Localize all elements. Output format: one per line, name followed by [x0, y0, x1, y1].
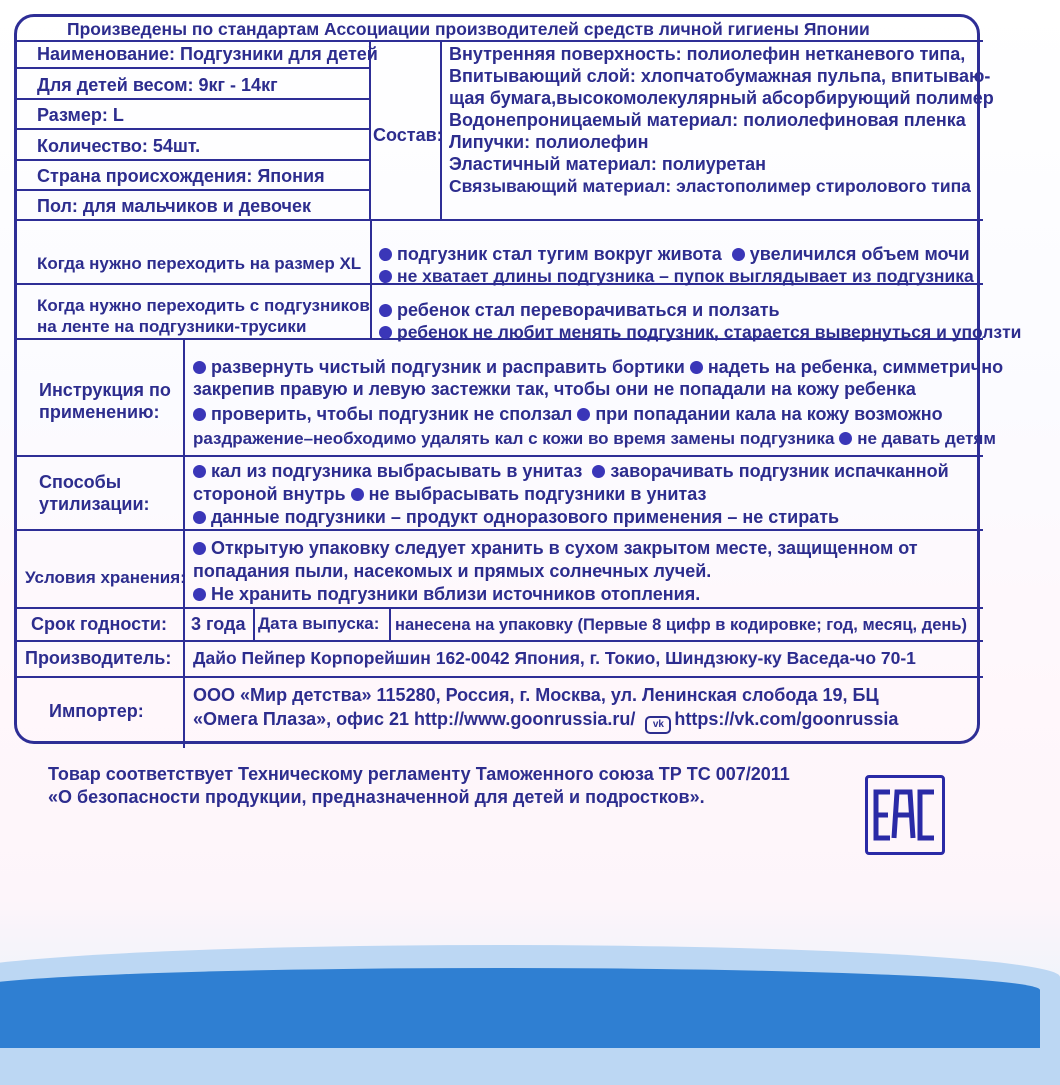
bullet-icon	[379, 270, 392, 283]
bullet-icon	[351, 488, 364, 501]
instructions-label: Инструкция по	[39, 380, 171, 400]
composition-line: Эластичный материал: полиуретан	[449, 154, 767, 174]
composition-line: Липучки: полиолефин	[449, 132, 649, 152]
vk-icon: vk	[645, 716, 671, 734]
disposal-line: стороной внутрь не выбрасывать подгузники в унитаз	[193, 484, 707, 504]
bullet-icon	[193, 588, 206, 601]
composition-line: Связывающий материал: эластополимер стиролового типа	[449, 176, 971, 196]
composition-label: Состав:	[373, 125, 443, 145]
release-date-label: Дата выпуска:	[258, 614, 380, 633]
header-title: Произведены по стандартам Ассоциации производителей средств личной гигиены Японии	[67, 19, 870, 39]
storage-line: Открытую упаковку следует хранить в сухом закрытом месте, защищенном от	[193, 537, 918, 559]
website-link[interactable]: «Омега Плаза», офис 21 http://www.goonrussia.ru/	[193, 709, 636, 729]
bullet-icon	[839, 432, 852, 445]
manufacturer-value: Дайо Пейпер Корпорейшин 162-0042 Япония, г. Токио, Шиндзюку-ку Васеда-чо 70-1	[193, 648, 916, 668]
bullet-icon	[379, 304, 392, 317]
bullet-icon	[732, 248, 745, 261]
disposal-label: Способы	[39, 472, 122, 492]
info-quantity: Количество: 54шт.	[37, 136, 201, 156]
composition-line: Водонепроницаемый материал: полиолефиновая пленка	[449, 110, 966, 130]
bullet-icon	[193, 465, 206, 478]
expiry-label: Срок годности:	[31, 614, 167, 634]
storage-label: Условия хранения:	[25, 568, 186, 587]
info-weight: Для детей весом: 9кг - 14кг	[37, 75, 278, 95]
composition-line: Впитывающий слой: хлопчатобумажная пульпа, впитываю-	[449, 66, 991, 86]
pants-bullet: ребенок не любит менять подгузник, старается вывернуться и уползти	[379, 321, 1021, 343]
instructions-line: раздражение–необходимо удалять кал с кожи во время замены подгузника не давать детям	[193, 429, 996, 448]
importer-label: Импортер:	[49, 701, 144, 721]
info-size: Размер: L	[37, 105, 124, 125]
instructions-line: развернуть чистый подгузник и расправить бортики надеть на ребенка, симметрично	[193, 356, 1003, 378]
bullet-icon	[592, 465, 605, 478]
info-name: Наименование: Подгузники для детей	[37, 44, 378, 64]
composition-line: щая бумага,высокомолекулярный абсорбирующий полимер	[449, 88, 994, 108]
bullet-icon	[193, 408, 206, 421]
instructions-label: применению:	[39, 402, 160, 422]
release-date-value: нанесена на упаковку (Первые 8 цифр в кодировке; год, месяц, день)	[395, 616, 967, 634]
disposal-line: кал из подгузника выбрасывать в унитаз заворачивать подгузник испачканной	[193, 460, 949, 482]
info-country: Страна происхождения: Япония	[37, 166, 325, 186]
bullet-icon	[193, 361, 206, 374]
manufacturer-label: Производитель:	[25, 648, 172, 668]
bullet-icon	[193, 511, 206, 524]
footer-line: Товар соответствует Техническому регламенту Таможенного союза ТР ТС 007/2011	[48, 764, 790, 784]
bullet-icon	[379, 326, 392, 339]
info-gender: Пол: для мальчиков и девочек	[37, 196, 311, 216]
disposal-label: утилизации:	[39, 494, 150, 514]
composition-line: Внутренняя поверхность: полиолефин нетканевого типа,	[449, 44, 966, 64]
info-table	[14, 14, 1022, 744]
storage-line: попадания пыли, насекомых и прямых солнечных лучей.	[193, 561, 712, 581]
disposal-line: данные подгузники – продукт одноразового применения – не стирать	[193, 506, 839, 528]
eac-mark	[865, 775, 945, 855]
size-xl-bullets: не хватает длины подгузника – пупок выглядывает из подгузника	[379, 265, 974, 287]
importer-line	[193, 708, 898, 734]
instructions-line: проверить, чтобы подгузник не сползал при попадании кала на кожу возможно	[193, 403, 943, 425]
size-xl-bullets: подгузник стал тугим вокруг живота увеличился объем мочи	[379, 243, 970, 265]
bullet-icon	[690, 361, 703, 374]
vk-link[interactable]: https://vk.com/goonrussia	[674, 709, 899, 729]
background-wave-blue	[0, 968, 1040, 1048]
pants-label: на ленте на подгузники-трусики	[37, 317, 307, 336]
pants-label: Когда нужно переходить с подгузников	[37, 296, 370, 315]
eac-logo-icon	[868, 778, 942, 852]
bullet-icon	[577, 408, 590, 421]
size-xl-label: Когда нужно переходить на размер XL	[37, 254, 362, 273]
expiry-value: 3 года	[191, 614, 246, 634]
importer-line: ООО «Мир детства» 115280, Россия, г. Москва, ул. Ленинская слобода 19, БЦ	[193, 685, 879, 705]
bullet-icon	[379, 248, 392, 261]
footer-line: «О безопасности продукции, предназначенной для детей и подростков».	[48, 787, 705, 807]
pants-bullet: ребенок стал переворачиваться и ползать	[379, 299, 780, 321]
bullet-icon	[193, 542, 206, 555]
storage-line: Не хранить подгузники вблизи источников отопления.	[193, 583, 700, 605]
instructions-line: закрепив правую и левую застежки так, чтобы они не попадали на кожу ребенка	[193, 379, 916, 399]
